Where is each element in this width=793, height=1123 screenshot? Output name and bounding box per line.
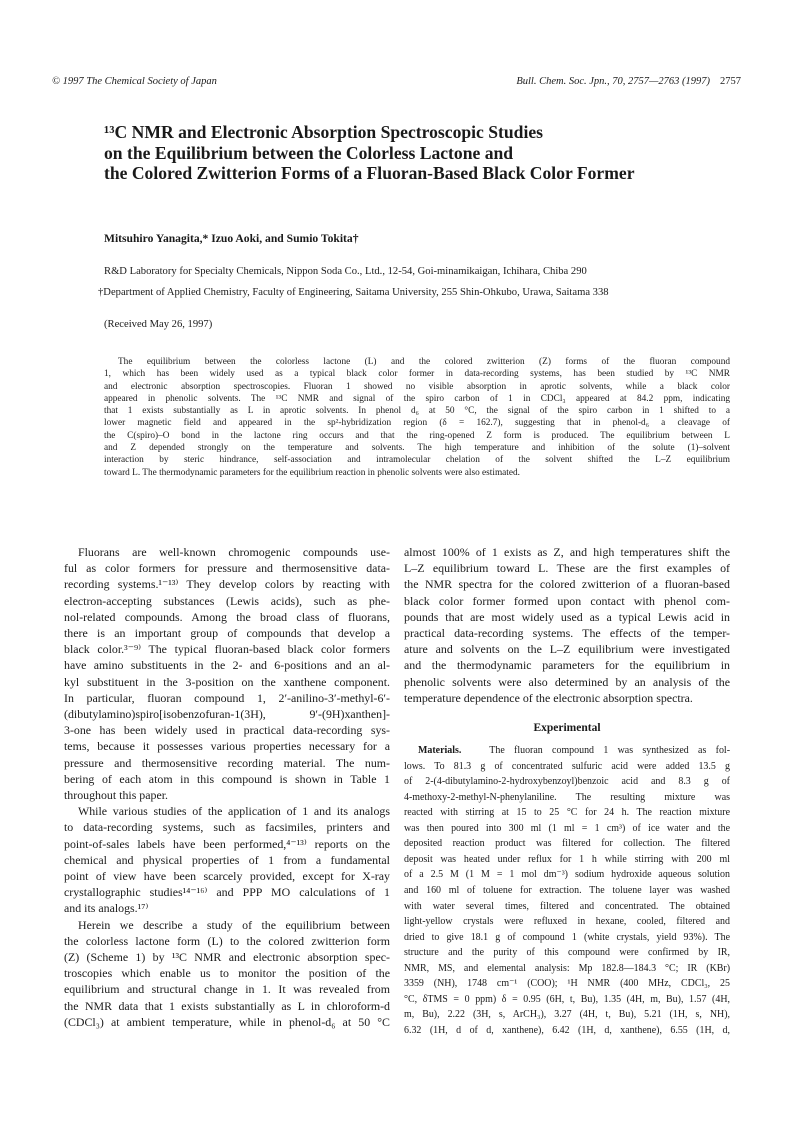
abstract-line: toward L. The thermodynamic parameters for the equilibrium reaction in phenolic solvents were also estimated.: [104, 467, 520, 478]
body-line: tems, because it possesses various properties necessary for a: [64, 739, 390, 754]
body-line: L–Z equilibrium toward L. These are the first examples of: [404, 561, 730, 576]
abstract-line: appeared in phenolic solvents. The ¹³C NMR and signal of the spiro carbon of 1 in CDCl₃ appeared at 84.2 ppm, indicating: [104, 393, 730, 404]
journal-citation: Bull. Chem. Soc. Jpn., 70, 2757—2763 (1997): [516, 76, 710, 87]
body-line: ful as color formers for pressure and thermosensitive data-: [64, 561, 390, 576]
body-line: deposited reaction product was filtered for collection. The filtered: [404, 838, 730, 850]
affiliation: R&D Laboratory for Specialty Chemicals, Nippon Soda Co., Ltd., 12-54, Goi-minamikaigan, Ichihara, Chiba 290: [104, 266, 587, 277]
body-line: nol-related compounds. Among the broad class of fluorans,: [64, 609, 390, 624]
right-column: [404, 544, 730, 1038]
intro-paragraph: [64, 917, 390, 1030]
body-line: Materials. The fluoran compound 1 was synthesized as fol-: [418, 745, 731, 757]
abstract-line: lower magnetic field and appeared in the sp²-hybridization region (δ = 162.7), suggesting that in phenol-d₆ a cleavage of: [104, 418, 730, 429]
body-line: point of view have been scarcely provided, except for X-ray: [64, 869, 390, 884]
materials-label: Materials.: [418, 745, 462, 757]
abstract-line: interaction by steric hindrance, self-association and intramolecular chelation of the solvent shifted the L–Z equilibrium: [104, 455, 730, 466]
body-line: and the thermodynamic parameters for the equilibrium in: [404, 658, 730, 673]
body-line: of 2-(4-dibutylamino-2-hydroxybenzoyl)benzoic acid and 8.3 g of: [404, 776, 730, 788]
body-line: troscopies which enable us to monitor the position of the: [64, 966, 390, 981]
section-heading: Experimental: [533, 722, 601, 735]
intro-paragraph: [404, 544, 730, 706]
body-line: (Z) (Scheme 1) by ¹³C NMR and electronic absorption spec-: [64, 950, 390, 965]
body-line: electron-accepting substances (Lewis acids), such as phe-: [64, 593, 390, 608]
author-list: Mitsuhiro Yanagita,* Izuo Aoki, and Sumio Tokita†: [104, 232, 359, 245]
body-line: bering of each atom in this compound is shown in Table 1: [64, 771, 390, 786]
body-line: lows. To 81.3 g of concentrated sulfuric acid were added 13.5 g: [404, 760, 730, 772]
body-line: point-of-sales labels have been performed,⁴⁻¹³⁾ reports on the: [64, 836, 390, 851]
title-line: ¹³C NMR and Electronic Absorption Spectroscopic Studies: [104, 122, 544, 142]
title-line: on the Equilibrium between the Colorless Lactone and: [104, 142, 514, 163]
page-number: 2757: [720, 76, 741, 87]
body-line: crystallographic studies¹⁴⁻¹⁶⁾ and PPP MO calculations of 1: [64, 885, 390, 900]
abstract-line: the C(spiro)–O bond in the lactone ring occurs and that the ring-opened Z form is produced. The equilibrium between L: [104, 430, 730, 441]
article-title: [104, 122, 724, 184]
body-line: black color former formed upon contact with phenol com-: [404, 593, 730, 608]
body-line: to data-recording systems, such as facsimiles, printers and: [64, 820, 390, 835]
body-line: the NMR spectra for the colored zwitterion of a fluoran-based: [404, 577, 730, 592]
abstract-line: that 1 exists substantially as L in aprotic solvents. In phenol d₆ at 50 °C, the signal of the spiro carbon in 1 shifted to a: [104, 406, 730, 417]
body-line: (CDCl₃) at ambient temperature, while in phenol-d₆ at 50 °C: [64, 1014, 390, 1029]
body-line: In particular, fluoran compound 1, 2′-anilino-3′-methyl-6′-: [64, 690, 390, 705]
body-line: recording systems.¹⁻¹³⁾ They develop colors by reacting with: [64, 577, 390, 592]
body-line: practical data-recording systems. The effects of the temper-: [404, 626, 730, 641]
body-line: and 160 ml of toluene for extraction. The toluene layer was washed: [404, 884, 730, 896]
received-date: (Received May 26, 1997): [104, 319, 213, 330]
body-line: throughout this paper.: [64, 788, 169, 803]
body-line: 4-methoxy-2-methyl-N-phenylaniline. The resulting mixture was: [404, 791, 730, 803]
running-head: [52, 76, 741, 92]
intro-paragraph: [64, 544, 390, 803]
body-line: Fluorans are well-known chromogenic compounds use-: [78, 545, 390, 559]
body-line: and its analogs.¹⁷⁾: [64, 901, 149, 916]
copyright-notice: © 1997 The Chemical Society of Japan: [52, 76, 217, 87]
body-line: structure and the purity of this compound were confirmed by IR,: [404, 947, 730, 959]
body-line: m, Bu), 2.22 (3H, s, ArCH₃), 3.27 (4H, t, Bu), 5.21 (1H, s, NH),: [404, 1009, 730, 1021]
abstract-line: 1, which has been widely used as a typical black color former in data-recording systems, has been studied by ¹³C NMR: [104, 369, 730, 380]
body-line: temperature dependence of the electronic absorption spectra.: [404, 690, 693, 705]
journal-citation-block: [516, 76, 741, 87]
body-line: 6.32 (1H, d of d, xanthene), 6.42 (1H, d, xanthene), 6.55 (1H, d,: [404, 1024, 730, 1036]
body-line: light-yellow crystals were refluxed in hexane, cooled, filtered and: [404, 916, 730, 928]
body-line: 3359 (NH), 1748 cm⁻¹ (COO); ¹H NMR (400 MHz, CDCl₃, 25: [404, 978, 730, 990]
body-line: 3-one has been widely used in practical data-recording sys-: [64, 723, 390, 738]
body-line: was then poured into 300 ml (1 ml = 1 cm³) of ice water and the: [404, 822, 730, 834]
abstract-line: The equilibrium between the colorless lactone (L) and the colored zwitterion (Z) forms of the fluoran compound: [118, 357, 730, 367]
body-line: (dibutylamino)spiro[isobenzofuran-1(3H), 9′-(9H)xanthen]-: [64, 707, 390, 722]
body-line: black color.³⁻⁹⁾ The typical fluoran-based black color formers: [64, 642, 390, 657]
affiliation: †Department of Applied Chemistry, Faculty of Engineering, Saitama University, 255 Shin-Ohkubo, Urawa, Saitama 338: [98, 287, 609, 298]
body-line: the colorless lactone form (L) to the colored zwitterion form: [64, 933, 390, 948]
left-column: [64, 544, 390, 1030]
body-line: chemical and physical properties of 1 from a fundamental: [64, 852, 390, 867]
body-line: with water several times, filtered and concentrated. The obtained: [404, 900, 730, 912]
body-line: ature and solvents on the L–Z equilibrium were investigated: [404, 642, 730, 657]
body-line: pressure and thermosensitive recording material. The num-: [64, 755, 390, 770]
body-line: equilibrium and structural change in 1. It was revealed from: [64, 982, 390, 997]
body-line: kyl substituent in the 3-position on the xanthene component.: [64, 674, 390, 689]
body-line: phenolic solvents were also determined by an analysis of the: [404, 674, 730, 689]
abstract-line: and electronic absorption spectroscopies. Fluoran 1 showed no visible absorption in aprotic solvents, while a black color: [104, 381, 730, 392]
title-line: the Colored Zwitterion Forms of a Fluoran-Based Black Color Former: [104, 163, 635, 183]
abstract-line: and Z depended strongly on the temperature and solvents. The high temperature and inhibition of the solute (1)–solvent: [104, 443, 730, 454]
body-line: reacted with stirring at 15 to 25 °C for 24 h. The reaction mixture: [404, 807, 730, 819]
body-line: dried to give 18.1 g of compound 1 (white crystals, yield 93%). The: [404, 931, 730, 943]
body-line: While various studies of the application of 1 and its analogs: [78, 804, 390, 819]
body-line: of a 2.5 M (1 M = 1 mol dm⁻³) sodium hydroxide aqueous solution: [404, 869, 730, 881]
body-line: deposit was heated under reflux for 1 h while stirring with 200 ml: [404, 853, 730, 865]
body-line: pounds that are most widely used as a typical Lewis acid in: [404, 609, 730, 624]
body-line: almost 100% of 1 exists as Z, and high temperatures shift the: [404, 545, 730, 559]
body-line: the NMR data that 1 exists substantially as L in chloroform-d: [64, 998, 390, 1013]
abstract: [104, 356, 730, 479]
materials-paragraph: [404, 743, 730, 1038]
body-line: there is an important group of compounds that develop a: [64, 626, 390, 641]
intro-paragraph: [64, 803, 390, 916]
body-line: NMR, MS, and elemental analysis: Mp 182.8—184.3 °C; IR (KBr): [404, 962, 730, 974]
body-line: have amino substituents in the 2- and 6-positions and an al-: [64, 658, 390, 673]
body-line: °C, δTMS = 0 ppm) δ = 0.95 (6H, t, Bu), 1.35 (4H, m, Bu), 1.57 (4H,: [404, 993, 730, 1005]
body-line: Herein we describe a study of the equilibrium between: [78, 917, 390, 932]
